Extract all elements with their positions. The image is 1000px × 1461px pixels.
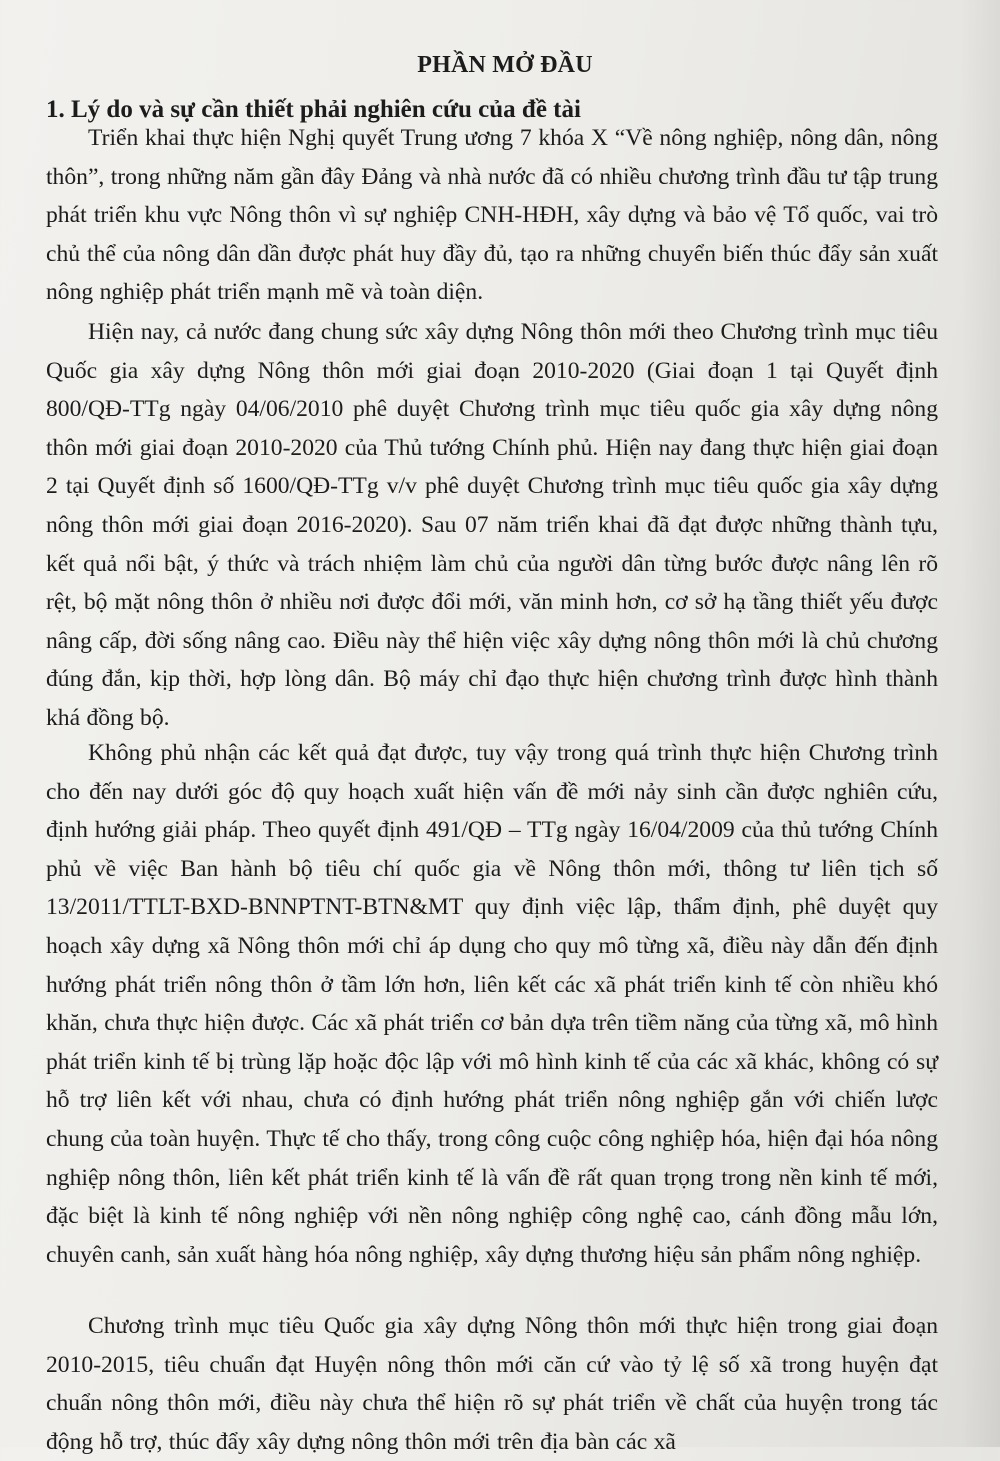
paragraph-1: Triển khai thực hiện Nghị quyết Trung ương 7 khóa X “Về nông nghiệp, nông dân, nông thôn”, trong những năm gần đây Đảng và nhà nước đã có nhiều chương trình đầu tư tập trung phát triển khu vực Nông thôn vì sự nghiệp CNH-HĐH, xây dựng và bảo vệ Tổ quốc, vai trò chủ thể của nông dân dần được phát huy đầy đủ, tạo ra những chuyển biến thúc đẩy sản xuất nông nghiệp phát triển mạnh mẽ và toàn diện.: [46, 125, 938, 306]
section-title: 1. Lý do và sự cần thiết phải nghiên cứu của đề tài: [46, 96, 581, 123]
page-heading: PHẦN MỞ ĐẦU: [417, 52, 593, 78]
paragraph-4: Chương trình mục tiêu Quốc gia xây dựng Nông thôn mới thực hiện trong giai đoạn 2010-2015, tiêu chuẩn đạt Huyện nông thôn mới căn cứ vào tỷ lệ số xã trong huyện đạt chuẩn nông thôn mới, điều này chưa thể hiện rõ sự phát triển về chất của huyện trong tác động hỗ trợ, thúc đẩy xây dựng nông thôn mới trên địa bàn các xã: [46, 1313, 938, 1455]
page-edge-shadow: [960, 0, 1000, 1447]
paragraph-2: Hiện nay, cả nước đang chung sức xây dựng Nông thôn mới theo Chương trình mục tiêu Quốc gia xây dựng Nông thôn mới giai đoạn 2010-2020 (Giai đoạn 1 tại Quyết định 800/QĐ-TTg ngày 04/06/2010 phê duyệt Chương trình mục tiêu quốc gia xây dựng nông thôn mới giai đoạn 2010-2020 của Thủ tướng Chính phủ. Hiện nay đang thực hiện giai đoạn 2 tại Quyết định số 1600/QĐ-TTg v/v phê duyệt Chương trình mục tiêu quốc gia xây dựng nông thôn mới giai đoạn 2016-2020). Sau 07 năm triển khai đã đạt được những thành tựu, kết quả nổi bật, ý thức và trách nhiệm làm chủ của người dân từng bước được nâng lên rõ rệt, bộ mặt nông thôn ở nhiều nơi được đổi mới, văn minh hơn, cơ sở hạ tầng thiết yếu được nâng cấp, đời sống nâng cao. Điều này thể hiện việc xây dựng nông thôn mới là chủ chương đúng đắn, kịp thời, hợp lòng dân. Bộ máy chỉ đạo thực hiện chương trình được hình thành khá đồng bộ.: [46, 319, 938, 731]
paragraph-3: Không phủ nhận các kết quả đạt được, tuy vậy trong quá trình thực hiện Chương trình cho đến nay dưới góc độ quy hoạch xuất hiện vấn đề mới nảy sinh cần được nghiên cứu, định hướng giải pháp. Theo quyết định 491/QĐ – TTg ngày 16/04/2009 của thủ tướng Chính phủ về việc Ban hành bộ tiêu chí quốc gia về Nông thôn mới, thông tư liên tịch số 13/2011/TTLT-BXD-BNNPTNT-BTN&MT quy định việc lập, thẩm định, phê duyệt quy hoạch xây dựng xã Nông thôn mới chỉ áp dụng cho quy mô từng xã, điều này dẫn đến định hướng phát triển nông thôn ở tầm lớn hơn, liên kết các xã phát triển kinh tế còn nhiều khó khăn, chưa thực hiện được. Các xã phát triển cơ bản dựa trên tiềm năng của từng xã, mô hình phát triển kinh tế bị trùng lặp hoặc độc lập với mô hình kinh tế của các xã khác, không có sự hỗ trợ liên kết với nhau, chưa có định hướng phát triển nông nghiệp gắn với chiến lược chung của toàn huyện. Thực tế cho thấy, trong công cuộc công nghiệp hóa, hiện đại hóa nông nghiệp nông thôn, liên kết phát triển kinh tế là vấn đề rất quan trọng trong nền kinh tế mới, đặc biệt là kinh tế nông nghiệp với nền nông nghiệp công nghệ cao, cánh đồng mẫu lớn, chuyên canh, sản xuất hàng hóa nông nghiệp, xây dựng thương hiệu sản phẩm nông nghiệp.: [46, 740, 938, 1268]
